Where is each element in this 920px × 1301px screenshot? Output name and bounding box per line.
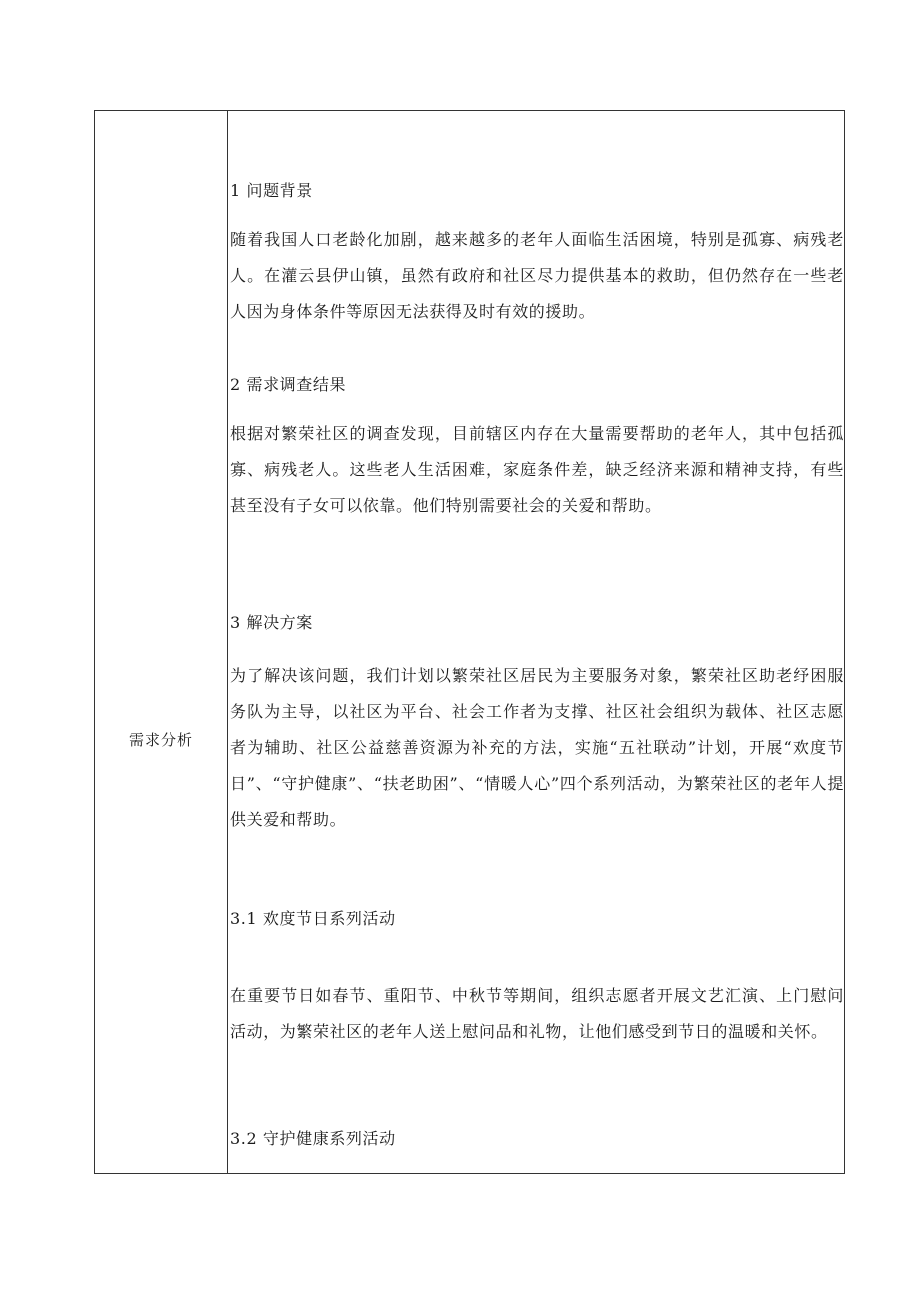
section-heading-background: 1 问题背景 [230, 181, 313, 200]
section-heading-solution: 3 解决方案 [230, 613, 313, 632]
section-heading-festival: 3.1 欢度节日系列活动 [230, 909, 396, 928]
section-body-background: 随着我国人口老龄化加剧，越来越多的老年人面临生活困境，特别是孤寡、病残老人。在灌云县伊山镇，虽然有政府和社区尽力提供基本的救助，但仍然存在一些老人因为身体条件等原因无法获得及时有效的援助。 [230, 230, 844, 321]
section-heading-health: 3.2 守护健康系列活动 [230, 1129, 396, 1148]
label-cell [95, 111, 228, 1173]
section-heading-survey: 2 需求调查结果 [230, 375, 347, 394]
form-table [94, 110, 845, 1174]
section-body-survey: 根据对繁荣社区的调查发现，目前辖区内存在大量需要帮助的老年人，其中包括孤寡、病残老人。这些老人生活困难，家庭条件差，缺乏经济来源和精神支持，有些甚至没有子女可以依靠。他们特别需要社会的关爱和帮助。 [230, 424, 844, 515]
section-body-solution: 为了解决该问题，我们计划以繁荣社区居民为主要服务对象，繁荣社区助老纾困服务队为主导，以社区为平台、社会工作者为支撑、社区社会组织为载体、社区志愿者为辅助、社区公益慈善资源为补充的方法，实施“五社联动”计划，开展“欢度节日”、“守护健康”、“扶老助困”、“情暖人心”四个系列活动，为繁荣社区的老年人提供关爱和帮助。 [230, 666, 844, 829]
section-body-festival: 在重要节日如春节、重阳节、中秋节等期间，组织志愿者开展文艺汇演、上门慰问活动，为繁荣社区的老年人送上慰问品和礼物，让他们感受到节日的温暖和关怀。 [230, 986, 844, 1041]
content-cell [228, 111, 844, 1173]
row-label: 需求分析 [128, 731, 193, 749]
